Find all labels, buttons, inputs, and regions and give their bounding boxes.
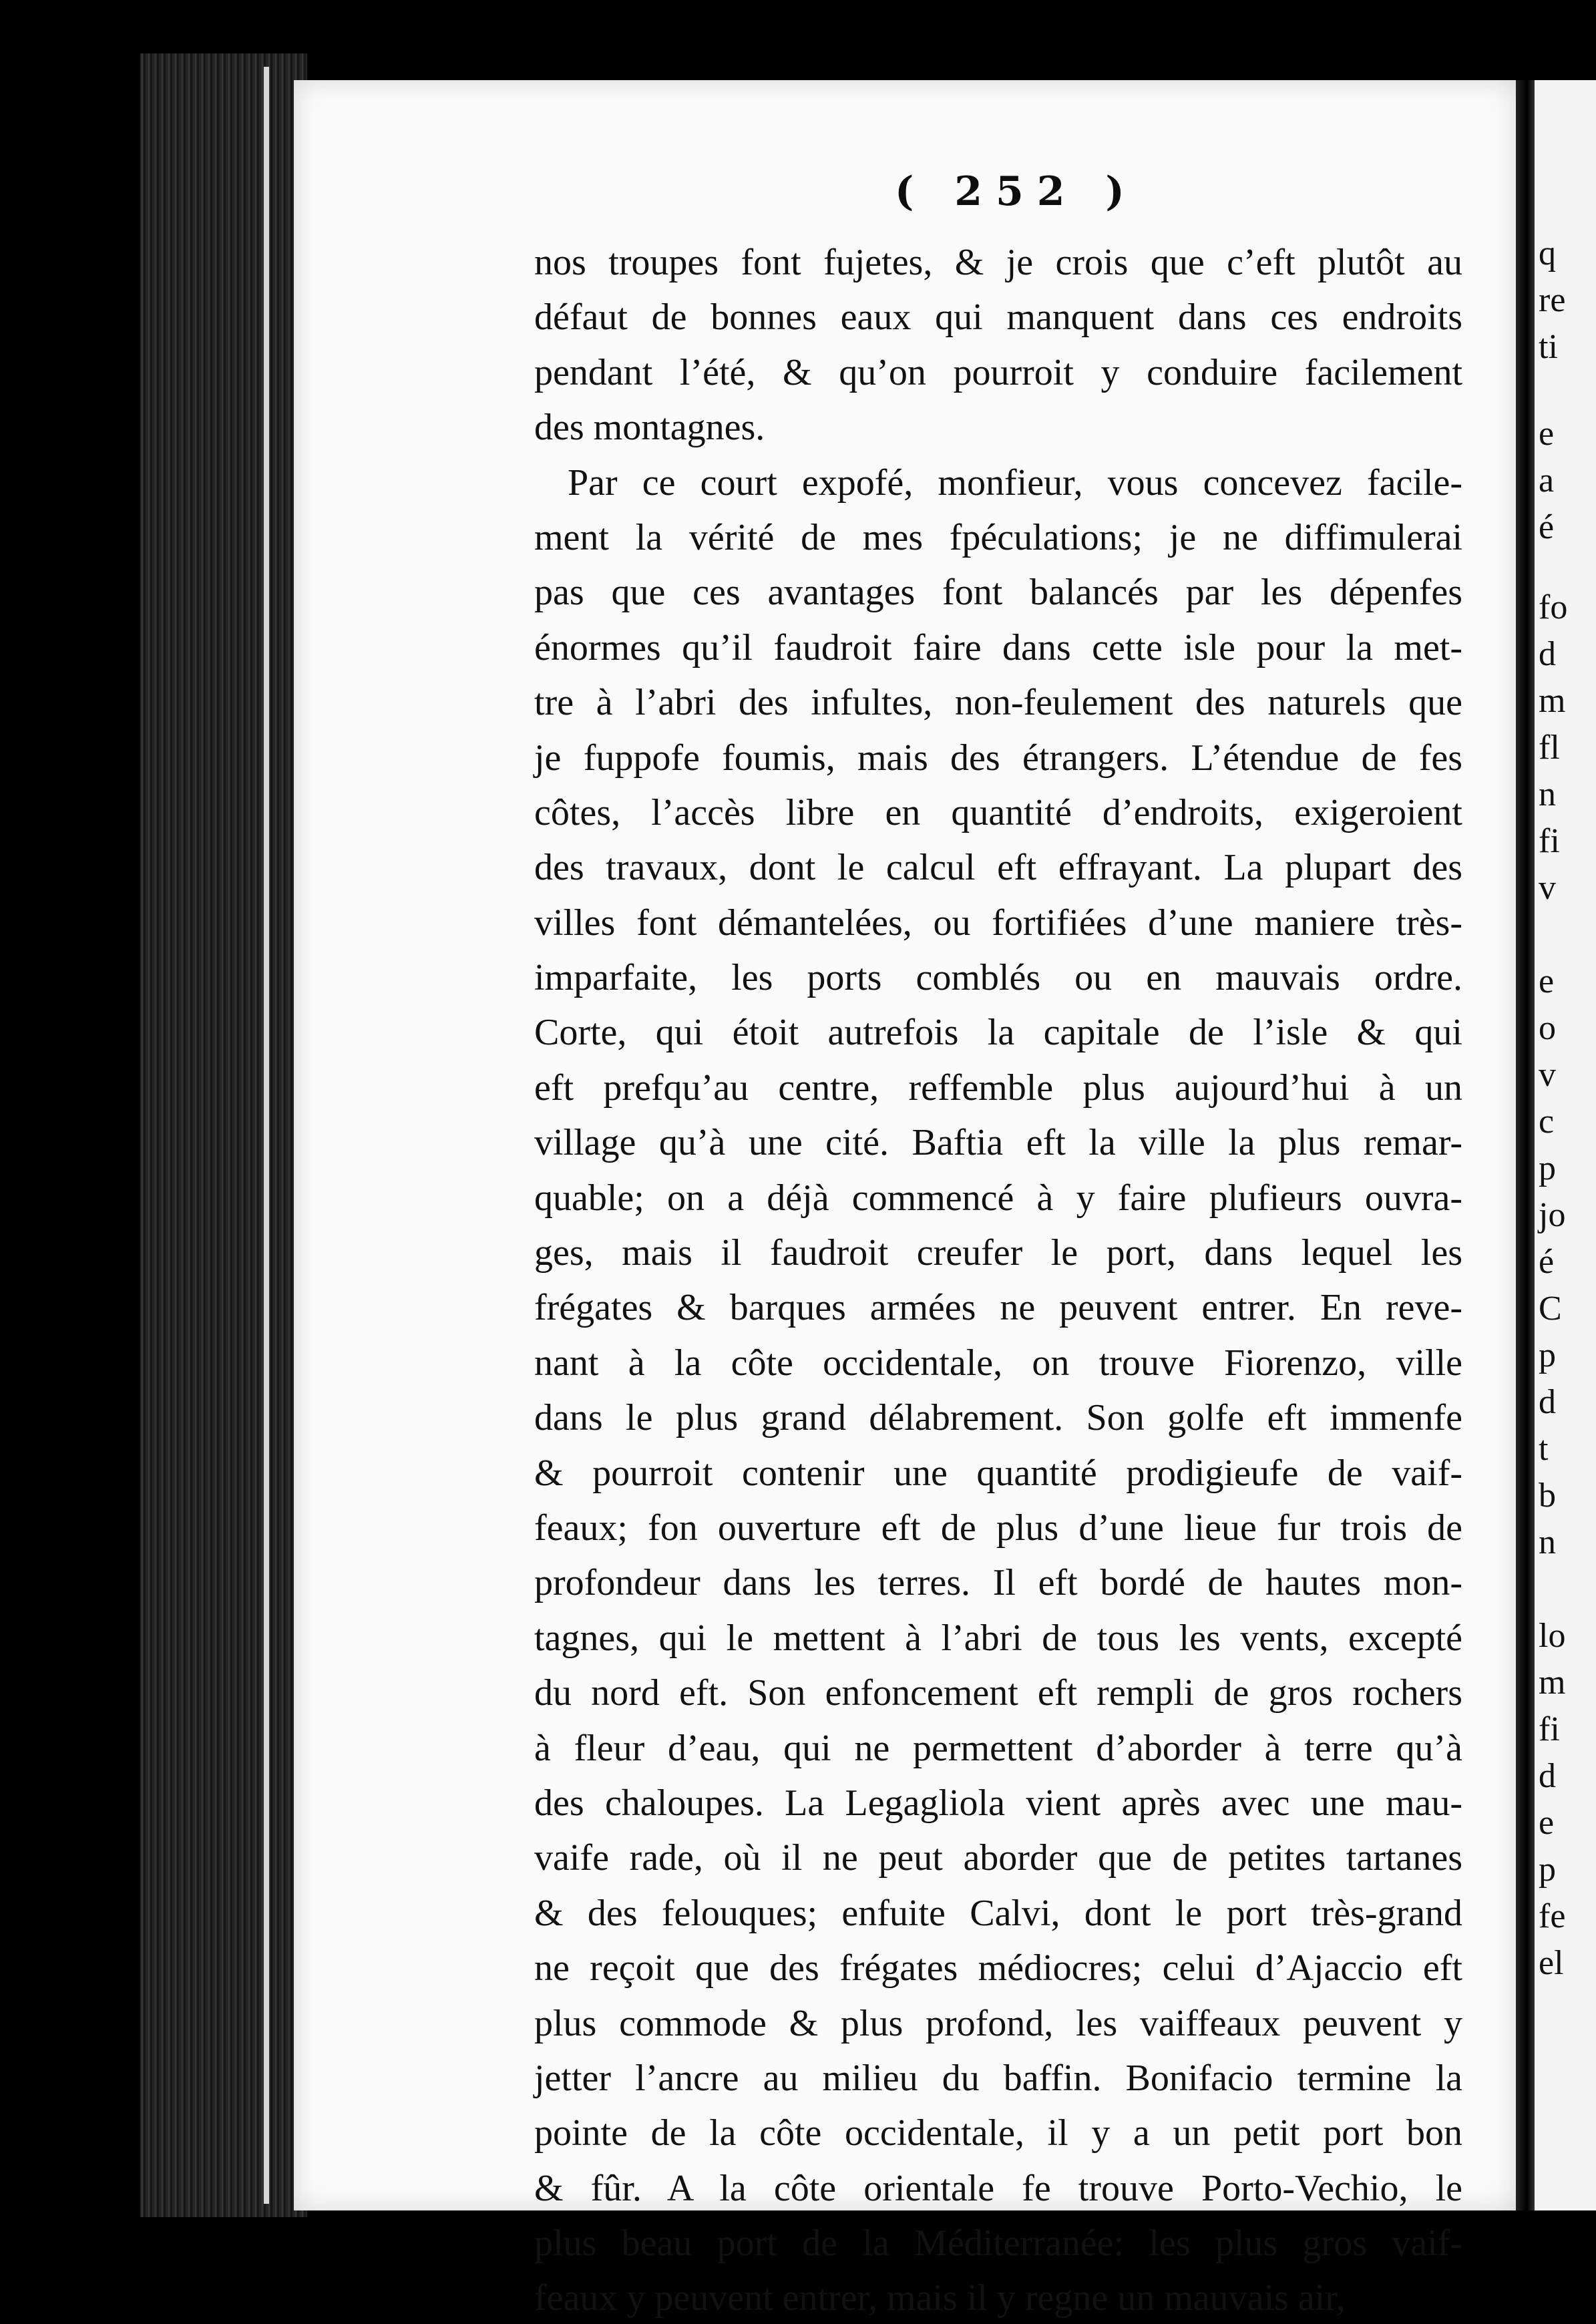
text-line: des montagnes. — [534, 407, 765, 449]
facing-page-letter: p — [1539, 1149, 1556, 1187]
facing-page-letter: e — [1539, 962, 1555, 1000]
facing-page-letter: c — [1539, 1103, 1555, 1141]
facing-page-letter: o — [1539, 1009, 1556, 1047]
text-line: pendant l’été, & qu’on pourroit y conduire facilement — [534, 351, 1462, 393]
facing-page-letter: é — [1539, 1243, 1555, 1281]
text-line: & fûr. A la côte orientale fe trouve Porto-Vechio, le — [534, 2167, 1462, 2209]
page-edges — [140, 53, 307, 2217]
facing-page-letter: p — [1539, 1336, 1556, 1374]
text-line: à fleur d’eau, qui ne permettent d’aborder à terre qu’à — [534, 1727, 1462, 1769]
text-line: des travaux, dont le calcul eft effrayant. La plupart des — [534, 847, 1462, 889]
text-line: côtes, l’accès libre en quantité d’endroits, exigeroient — [534, 791, 1462, 833]
text-line: imparfaite, les ports comblés ou en mauvais ordre. — [534, 957, 1462, 999]
facing-page-letter: é — [1539, 508, 1555, 546]
facing-page-letter: C — [1539, 1290, 1562, 1328]
facing-page-letter: a — [1539, 461, 1555, 500]
text-line: des chaloupes. La Legagliola vient après avec une mau- — [534, 1782, 1462, 1824]
facing-page-letter: re — [1539, 281, 1566, 319]
page-number-header: ( 252 ) — [895, 168, 1138, 215]
facing-page-letter: d — [1539, 635, 1556, 673]
facing-page-letter: d — [1539, 1757, 1556, 1795]
text-line: pointe de la côte occidentale, il y a un petit port bon — [534, 2112, 1462, 2154]
text-line: feaux; fon ouverture eft de plus d’une lieue fur trois de — [534, 1507, 1462, 1549]
gutter — [1516, 80, 1535, 2210]
facing-page-letter: fo — [1539, 588, 1568, 626]
facing-page-letter: e — [1539, 415, 1555, 453]
text-line: je fuppofe foumis, mais des étrangers. L’étendue de fes — [534, 737, 1462, 779]
page-edge-highlight — [264, 67, 269, 2204]
facing-page-letter: lo — [1539, 1617, 1566, 1655]
text-line: eft prefqu’au centre, reffemble plus aujourd’hui à un — [534, 1067, 1462, 1109]
text-line: dans le plus grand délabrement. Son golfe eft immenfe — [534, 1397, 1462, 1439]
facing-page-letter: t — [1539, 1430, 1549, 1468]
text-line: frégates & barques armées ne peuvent entrer. En reve- — [534, 1287, 1462, 1329]
text-line: Par ce court expofé, monfieur, vous concevez facile- — [568, 461, 1462, 504]
text-line: pas que ces avantages font balancés par les dépenfes — [534, 572, 1462, 614]
text-line: profondeur dans les terres. Il eft bordé de hautes mon- — [534, 1562, 1462, 1604]
text-line: tre à l’abri des infultes, non-feulement des naturels que — [534, 682, 1462, 724]
text-line: ne reçoit que des frégates médiocres; celui d’Ajaccio eft — [534, 1947, 1462, 1989]
text-line: Corte, qui étoit autrefois la capitale de l’isle & qui — [534, 1012, 1462, 1054]
text-line: vaife rade, où il ne peut aborder que de petites tartanes — [534, 1837, 1462, 1879]
facing-page-letter: fi — [1539, 1710, 1560, 1748]
text-line: énormes qu’il faudroit faire dans cette isle pour la met- — [534, 626, 1462, 668]
facing-page-letter: b — [1539, 1477, 1556, 1515]
facing-page-fragment — [1535, 80, 1596, 2210]
text-line: plus beau port de la Méditerranée: les plus gros vaif- — [534, 2222, 1462, 2265]
text-line: nant à la côte occidentale, on trouve Fiorenzo, ville — [534, 1342, 1462, 1384]
facing-page-letter: p — [1539, 1851, 1556, 1889]
facing-page-letter: v — [1539, 869, 1556, 907]
text-line: du nord eft. Son enfoncement eft rempli de gros rochers — [534, 1672, 1462, 1714]
text-line: tagnes, qui le mettent à l’abri de tous les vents, excepté — [534, 1617, 1462, 1659]
text-line: villes font démantelées, ou fortifiées d’une maniere très- — [534, 902, 1462, 944]
facing-page-letter: q — [1539, 234, 1556, 272]
text-line: & pourroit contenir une quantité prodigieufe de vaif- — [534, 1452, 1462, 1494]
text-line: & des felouques; enfuite Calvi, dont le port très-grand — [534, 1892, 1462, 1934]
text-line: nos troupes font fujetes, & je crois que c’eft plutôt au — [534, 242, 1462, 283]
facing-page-letter: fe — [1539, 1897, 1566, 1935]
text-line: ges, mais il faudroit creufer le port, dans lequel les — [534, 1232, 1462, 1274]
body-text — [534, 235, 1462, 2324]
facing-page-letter: v — [1539, 1056, 1556, 1094]
text-line: quable; on a déjà commencé à y faire plufieurs ouvra- — [534, 1177, 1462, 1219]
facing-page-letter: ti — [1539, 328, 1558, 366]
facing-page-letter: e — [1539, 1804, 1555, 1842]
facing-page-letter: fl — [1539, 729, 1560, 767]
text-line: village qu’à une cité. Baftia eft la ville la plus remar- — [534, 1122, 1462, 1164]
facing-page-letter: m — [1539, 682, 1566, 720]
facing-page-letter: fi — [1539, 822, 1560, 860]
text-line: feaux y peuvent entrer, mais il y regne un mauvais air, — [534, 2277, 1346, 2319]
facing-page-letter: n — [1539, 775, 1556, 813]
text-line: ment la vérité de mes fpéculations; je ne diffimulerai — [534, 516, 1462, 558]
text-line: plus commode & plus profond, les vaiffeaux peuvent y — [534, 2002, 1462, 2044]
text-line: jetter l’ancre au milieu du baffin. Bonifacio termine la — [534, 2057, 1462, 2099]
facing-page-letter: d — [1539, 1383, 1556, 1421]
text-line: défaut de bonnes eaux qui manquent dans ces endroits — [534, 297, 1462, 339]
facing-page-letter: m — [1539, 1664, 1566, 1702]
facing-page-letter: jo — [1539, 1196, 1566, 1234]
facing-page-letter: el — [1539, 1944, 1564, 1982]
facing-page-letter: n — [1539, 1523, 1556, 1561]
